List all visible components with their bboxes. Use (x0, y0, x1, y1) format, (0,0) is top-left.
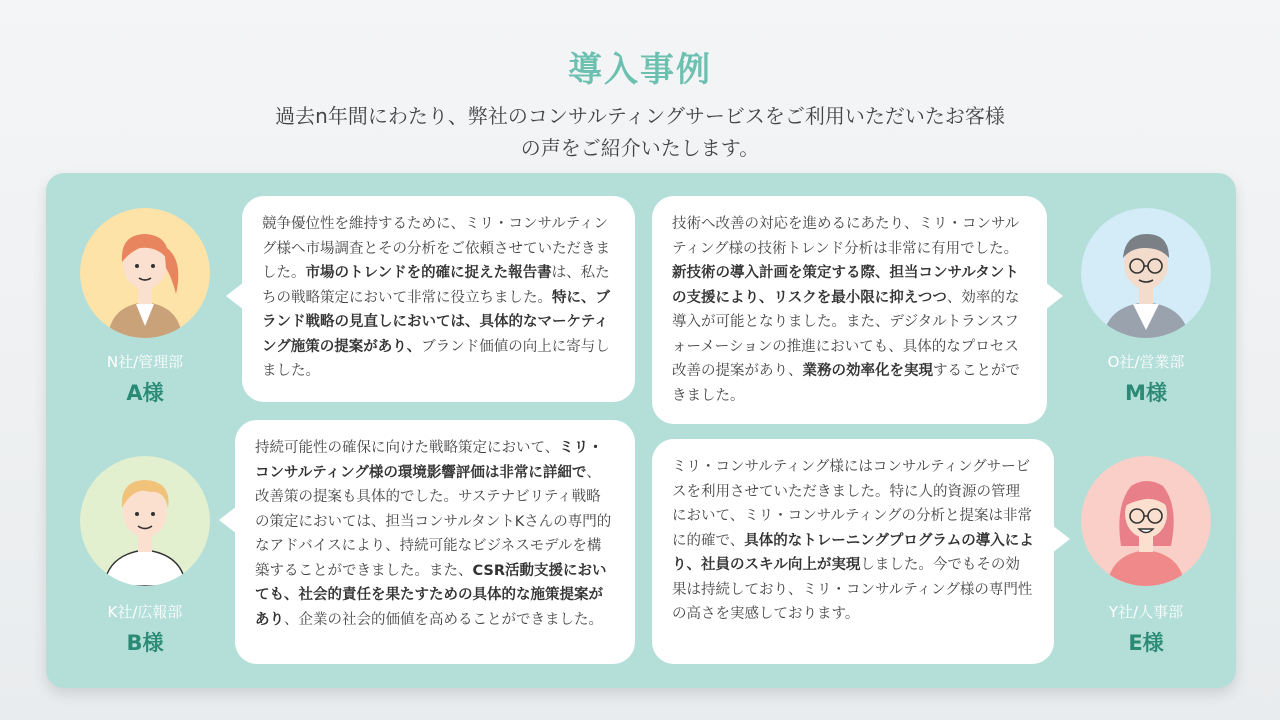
highlight-text: 業務の効率化を実現 (802, 363, 933, 379)
man-glasses-avatar-icon (1081, 208, 1211, 338)
body-text: 競争優位性を維持するために、ミリ・コンサルティング様へ市場調査とその分析をご依頼させていただきました。 (262, 216, 610, 281)
body-text: することができました。 (672, 363, 1020, 404)
body-text: 、改善策の提案も具体的でした。サステナビリティ戦略の策定においては、担当コンサルタントKさんの専門的なアドバイスにより、持続可能なビジネスモデルを構築することができました。また、 (255, 464, 612, 579)
testimonial-bubble-a (242, 196, 635, 402)
testimonial-bubble-b (235, 420, 635, 664)
testimonial-text (672, 459, 1034, 622)
body-text: 、企業の社会的価値を高めることができました。 (284, 611, 603, 628)
highlight-text: 特に、ブランド戦略の見直しにおいては、具体的なマーケティング施策の提案があり、 (262, 289, 610, 355)
young-man-avatar-icon (80, 456, 210, 586)
company-label-b: K社/広報部 (107, 603, 183, 621)
customer-name-e: E様 (1128, 631, 1164, 655)
body-text: ブランド価値の向上に寄与しました。 (262, 338, 610, 379)
testimonial-text (672, 216, 1020, 404)
highlight-text: ミリ・コンサルティング様の環境影響評価は非常に詳細で (255, 440, 603, 481)
highlight-text: CSR活動支援においても、社会的責任を果たすための具体的な施策提案があり (255, 562, 607, 628)
customer-name-m: M様 (1125, 381, 1167, 405)
testimonial-text (262, 216, 610, 379)
testimonials-panel (46, 173, 1236, 688)
body-text: 技術へ改善の対応を進めるにあたり、ミリ・コンサルティング様の技術トレンド分析は非常に有用でした。 (672, 216, 1020, 257)
company-label-m: O社/営業部 (1107, 353, 1185, 371)
highlight-text: 市場のトレンドを的確に捉えた報告書 (305, 265, 552, 281)
woman-glasses-avatar-icon (1081, 456, 1211, 586)
highlight-text: 新技術の導入計画を策定する際、担当コンサルタントの支援により、リスクを最小限に抑えつつ (672, 265, 1019, 306)
body-text: しました。今でもその効果は持続しており、ミリ・コンサルティング様の専門性の高さを実感しております。 (672, 557, 1033, 622)
subtitle-line: の声をご紹介いたします。 (520, 136, 760, 160)
page-title: 導入事例 (568, 50, 712, 90)
subtitle-line: 過去n年間にわたり、弊社のコンサルティングサービスをご利用いただいたお客様 (275, 104, 1005, 128)
body-text: 、効率的な導入が可能となりました。また、デジタルトランスフォーメーションの推進においても、具体的なプロセス改善の提案があり、 (672, 289, 1020, 379)
testimonial-text (255, 440, 611, 628)
customer-name-b: B様 (126, 631, 164, 655)
woman-ponytail-avatar-icon (80, 208, 210, 338)
body-text: は、私たちの戦略策定において非常に役立ちました。 (262, 265, 610, 306)
testimonial-bubble-m (652, 196, 1047, 424)
body-text: ミリ・コンサルティング様にはコンサルティングサービスを利用させていただきました。特に人的資源の管理において、ミリ・コンサルティングの分析と提案は非常に的確で、 (672, 459, 1033, 549)
customer-name-a: A様 (126, 381, 164, 405)
company-label-e: Y社/人事部 (1108, 603, 1184, 621)
page-subtitle (190, 100, 1090, 164)
body-text: 持続可能性の確保に向けた戦略策定において、 (255, 440, 560, 456)
company-label-a: N社/管理部 (106, 353, 184, 371)
testimonial-bubble-e (652, 439, 1054, 664)
highlight-text: 具体的なトレーニングプログラムの導入により、社員のスキル向上が実現 (672, 532, 1034, 573)
